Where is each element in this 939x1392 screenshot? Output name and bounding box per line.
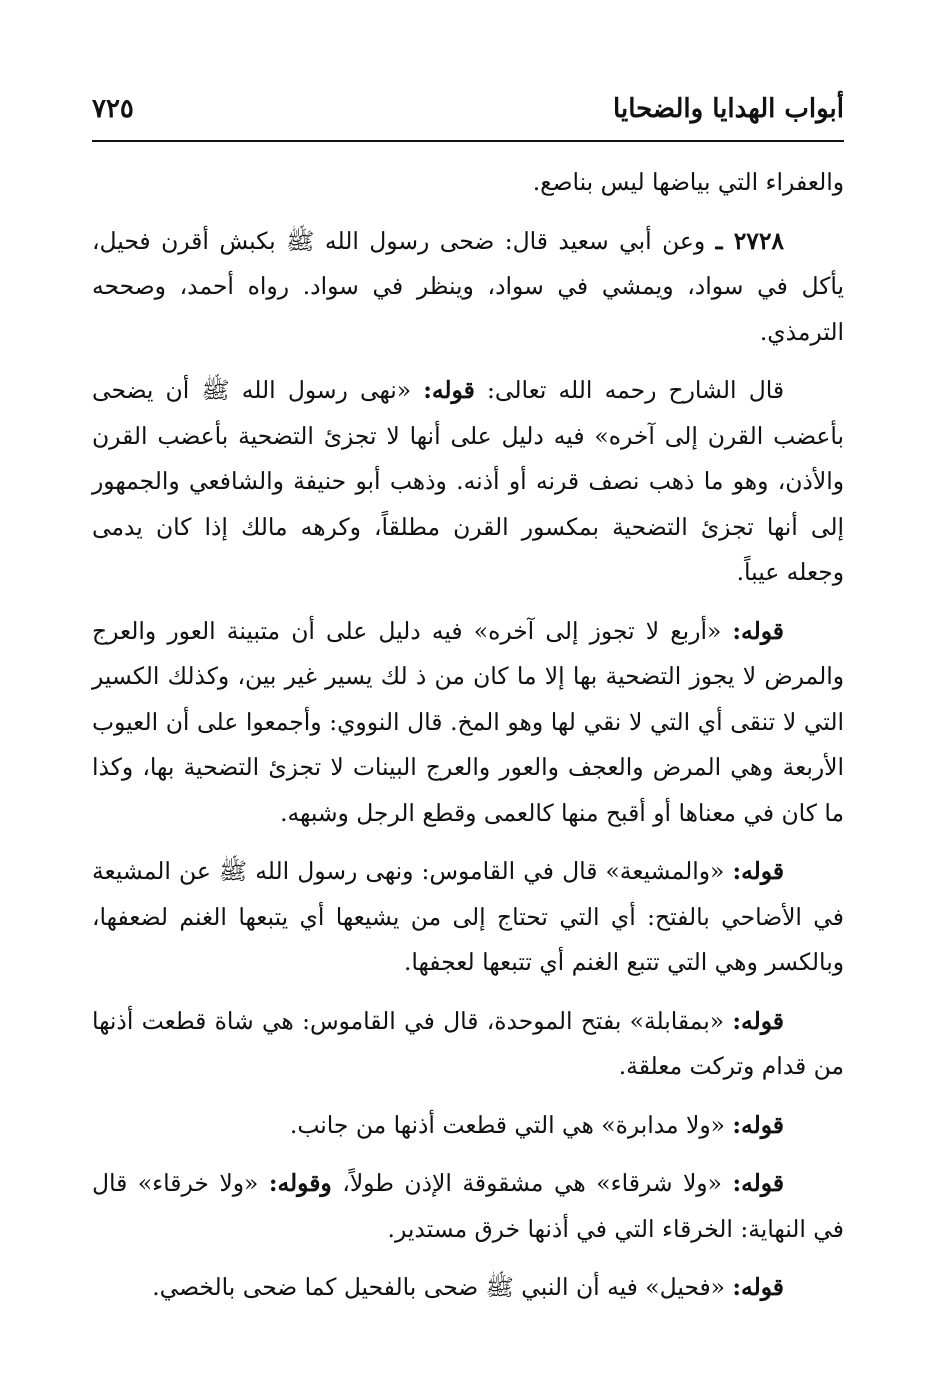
commentary-paragraph [92, 849, 844, 986]
qawluhu-label: قوله: [732, 1110, 784, 1139]
commentary-text: «ولا شرقاء» هي مشقوقة الإذن طولاً، [342, 1169, 722, 1197]
commentary-lead: قال الشارح رحمه الله تعالى: [486, 376, 784, 404]
body-text [92, 160, 844, 1311]
qawluhu-label: قوله: [732, 1006, 784, 1035]
running-title: أبواب الهدايا والضحايا [613, 94, 844, 124]
commentary-paragraph [92, 368, 844, 596]
commentary-paragraph [92, 1265, 844, 1311]
commentary-text: «والمشيعة» قال في القاموس: ونهى رسول الله ﷺ عن المشيعة في الأضاحي بالفتح: أي التي تحتاج إلى من يشيعها أي يتبعها الغنم لضعفها، وبالكسر وهي التي تتبع الغنم أي تتبعها لعجفها. [92, 857, 844, 976]
page-header [92, 88, 844, 142]
commentary-text: «أربع لا تجوز إلى آخره» فيه دليل على أن متبينة العور والعرج والمرض لا يجوز التضحية بها إلا ما كان من ذ لك يسير غير بين، وكذلك الكسير التي لا تنقى أي التي لا نقي لها وهو المخ. قال النووي: وأجمعوا على أن العيوب الأربعة وهي المرض والعجف والعور والعرج البينات لا تجزئ التضحية بها، وكذا ما كان في معناها أو أقبح منها كالعمى وقطع الرجل وشبهه. [92, 616, 844, 827]
qawluhu-label: قوله: [732, 857, 785, 885]
qawluhu-label: قوله: [732, 616, 784, 645]
qawluhu-label: قوله: [732, 1169, 785, 1197]
qawluhu-label: قوله: [423, 376, 475, 404]
commentary-text: «بمقابلة» بفتح الموحدة، قال في القاموس: هي شاة قطعت أذنها من قدام وتركت معلقة. [92, 1006, 844, 1080]
commentary-text: «ولا خرقاء» قال في النهاية: الخرقاء التي في أذنها خرق مستدير. [92, 1169, 844, 1243]
commentary-text: «فحيل» فيه أن النبي ﷺ ضحى بالفحيل كما ضحى بالخصي. [152, 1273, 725, 1301]
wa-qawluhu-label: وقوله: [268, 1169, 332, 1197]
paragraph-continuation [92, 160, 844, 206]
hadith-text: وعن أبي سعيد قال: ضحى رسول الله ﷺ بكبش أقرن فحيل، يأكل في سواد، ويمشي في سواد، وينظر في سواد. رواه أحمد، وصححه الترمذي. [92, 226, 844, 346]
hadith-number: ٢٧٢٨ ـ [715, 226, 784, 255]
page-number: ٧٢٥ [92, 94, 134, 124]
qawluhu-label: قوله: [732, 1273, 784, 1301]
commentary-text: «ولا مدابرة» هي التي قطعت أذنها من جانب. [289, 1110, 725, 1139]
paragraph-text: والعفراء التي بياضها ليس بناصع. [532, 168, 844, 196]
commentary-paragraph [92, 609, 844, 837]
commentary-text: «نهى رسول الله ﷺ أن يضحى بأعضب القرن إلى آخره» فيه دليل على أنها لا تجزئ التضحية بأعضب القرن والأذن، وهو ما ذهب نصف قرنه أو أذنه. وذهب أبو حنيفة والشافعي والجمهور إلى أنها تجزئ التضحية بمكسور القرن مطلقاً، وكرهه مالك إذا كان يدمى وجعله عيباً. [92, 376, 844, 586]
commentary-paragraph [92, 999, 844, 1090]
hadith-2728 [92, 219, 844, 356]
commentary-paragraph [92, 1161, 844, 1252]
commentary-paragraph [92, 1103, 844, 1149]
